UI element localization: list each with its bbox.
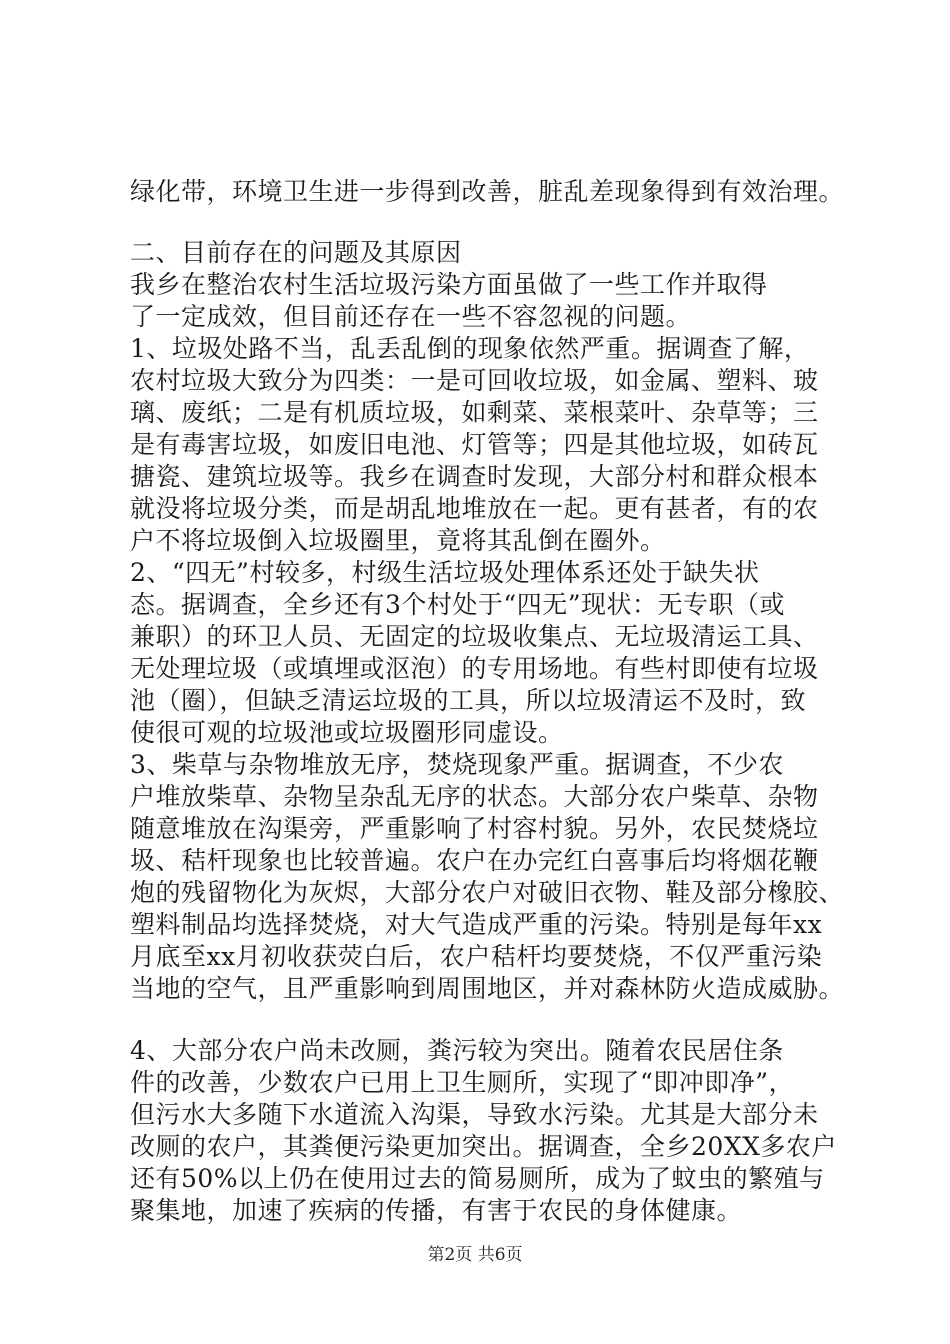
text-line: 兼职）的环卫人员、无固定的垃圾收集点、无垃圾清运工具、: [130, 622, 819, 651]
text-line: 了一定成效，但目前还存在一些不容忽视的问题。: [130, 302, 692, 331]
page-number-footer: 第2页 共6页: [427, 1245, 523, 1265]
text-line: 月底至xx月初收获荧白后，农户秸杆均要焚烧，不仅严重污染: [130, 942, 823, 971]
text-line: 使很可观的垃圾池或垃圾圈形同虚设。: [130, 718, 564, 747]
text-line: 是有毒害垃圾，如废旧电池、灯管等；四是其他垃圾，如砖瓦: [130, 430, 819, 459]
text-line: 还有50%以上仍在使用过去的简易厕所，成为了蚊虫的繁殖与: [130, 1164, 825, 1193]
text-line: 户不将垃圾倒入垃圾圈里，竟将其乱倒在圈外。: [130, 526, 666, 555]
text-line: 件的改善，少数农户已用上卫生厕所，实现了“即冲即净”，: [130, 1068, 795, 1097]
text-line: 炮的残留物化为灰烬，大部分农户对破旧衣物、鞋及部分橡胶、: [130, 878, 845, 907]
text-line: 就没将垃圾分类，而是胡乱地堆放在一起。更有甚者，有的农: [130, 494, 819, 523]
text-line: 户堆放柴草、杂物呈杂乱无序的状态。大部分农户柴草、杂物: [130, 782, 819, 811]
text-line: 池（圈），但缺乏清运垃圾的工具，所以垃圾清运不及时，致: [130, 686, 807, 715]
text-line: 3、柴草与杂物堆放无序，焚烧现象严重。据调查，不少农: [130, 750, 784, 779]
text-line: 随意堆放在沟渠旁，严重影响了村容村貌。另外，农民焚烧垃: [130, 814, 819, 843]
text-line: 1、垃圾处路不当，乱丢乱倒的现象依然严重。据调查了解，: [130, 334, 810, 363]
text-line: 2、“四无”村较多，村级生活垃圾处理体系还处于缺失状: [130, 558, 760, 587]
text-line: 璃、废纸；二是有机质垃圾，如剩菜、菜根菜叶、杂草等；三: [130, 398, 819, 427]
text-line: 无处理垃圾（或填埋或沤泡）的专用场地。有些村即使有垃圾: [130, 654, 819, 683]
text-line: 4、大部分农户尚未改厕，粪污较为突出。随着农民居住条: [130, 1036, 784, 1065]
text-line: 我乡在整治农村生活垃圾污染方面虽做了一些工作并取得: [130, 270, 768, 299]
text-line: 改厕的农户，其粪便污染更加突出。据调查，全乡20XX多农户: [130, 1132, 837, 1161]
text-line: 态。据调查，全乡还有3个村处于“四无”现状：无专职（或: [130, 590, 785, 619]
text-line: 圾、秸杆现象也比较普遍。农户在办完红白喜事后均将烟花鞭: [130, 846, 819, 875]
text-line: 农村垃圾大致分为四类：一是可回收垃圾，如金属、塑料、玻: [130, 366, 819, 395]
text-line: 绿化带，环境卫生进一步得到改善，脏乱差现象得到有效治理。: [130, 177, 845, 206]
text-line: 但污水大多随下水道流入沟渠，导致水污染。尤其是大部分未: [130, 1100, 819, 1129]
text-line: 聚集地，加速了疾病的传播，有害于农民的身体健康。: [130, 1196, 743, 1225]
section-heading: 二、目前存在的问题及其原因: [130, 238, 462, 267]
text-line: 搪瓷、建筑垃圾等。我乡在调查时发现，大部分村和群众根本: [130, 462, 819, 491]
text-line: 当地的空气，且严重影响到周围地区，并对森林防火造成威胁。: [130, 974, 845, 1003]
text-line: 塑料制品均选择焚烧，对大气造成严重的污染。特别是每年xx: [130, 910, 823, 939]
